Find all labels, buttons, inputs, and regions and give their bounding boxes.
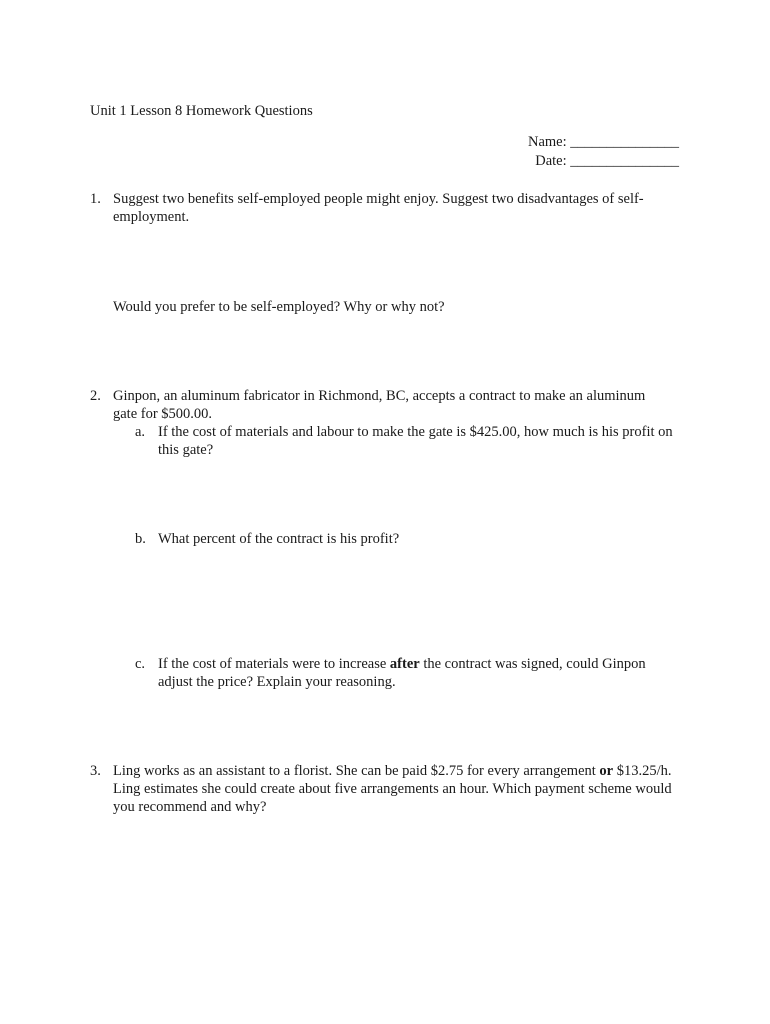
- question-1-number: 1.: [90, 191, 101, 207]
- question-2c-letter: c.: [135, 656, 146, 672]
- question-2c-text-after: the contract was signed, could Ginpon adjust the price? Explain your reasoning.: [158, 656, 646, 690]
- question-2b-text: What percent of the contract is his profit?: [158, 531, 400, 547]
- question-2c-emphasis: after: [389, 656, 420, 672]
- document-title: Unit 1 Lesson 8 Homework Questions: [90, 103, 313, 119]
- question-3-emphasis: or: [599, 763, 614, 779]
- question-2c-text: [158, 655, 678, 691]
- question-3-number: 3.: [90, 763, 101, 779]
- question-1-text: Suggest two benefits self-employed people might enjoy. Suggest two disadvantages of self-employment.: [113, 191, 644, 225]
- date-field-label: Date: _______________: [535, 153, 679, 169]
- question-2c-text-before: If the cost of materials were to increase: [158, 656, 390, 672]
- question-3-text: [113, 762, 673, 816]
- question-3-text-after: $13.25/h. Ling estimates she could create about five arrangements an hour. Which payment scheme would you recommend and why?: [113, 763, 672, 815]
- name-field-label: Name: _______________: [527, 134, 679, 150]
- question-3-text-before: Ling works as an assistant to a florist. She can be paid $2.75 for every arrangement: [113, 763, 600, 779]
- question-2-text: Ginpon, an aluminum fabricator in Richmond, BC, accepts a contract to make an aluminum gate for $500.00.: [113, 388, 646, 422]
- question-2a-text: If the cost of materials and labour to make the gate is $425.00, how much is his profit on this gate?: [158, 424, 673, 458]
- question-2-number: 2.: [90, 388, 101, 404]
- question-2b-letter: b.: [135, 531, 146, 547]
- question-1-followup: Would you prefer to be self-employed? Why or why not?: [113, 299, 445, 315]
- question-2a-letter: a.: [135, 424, 146, 440]
